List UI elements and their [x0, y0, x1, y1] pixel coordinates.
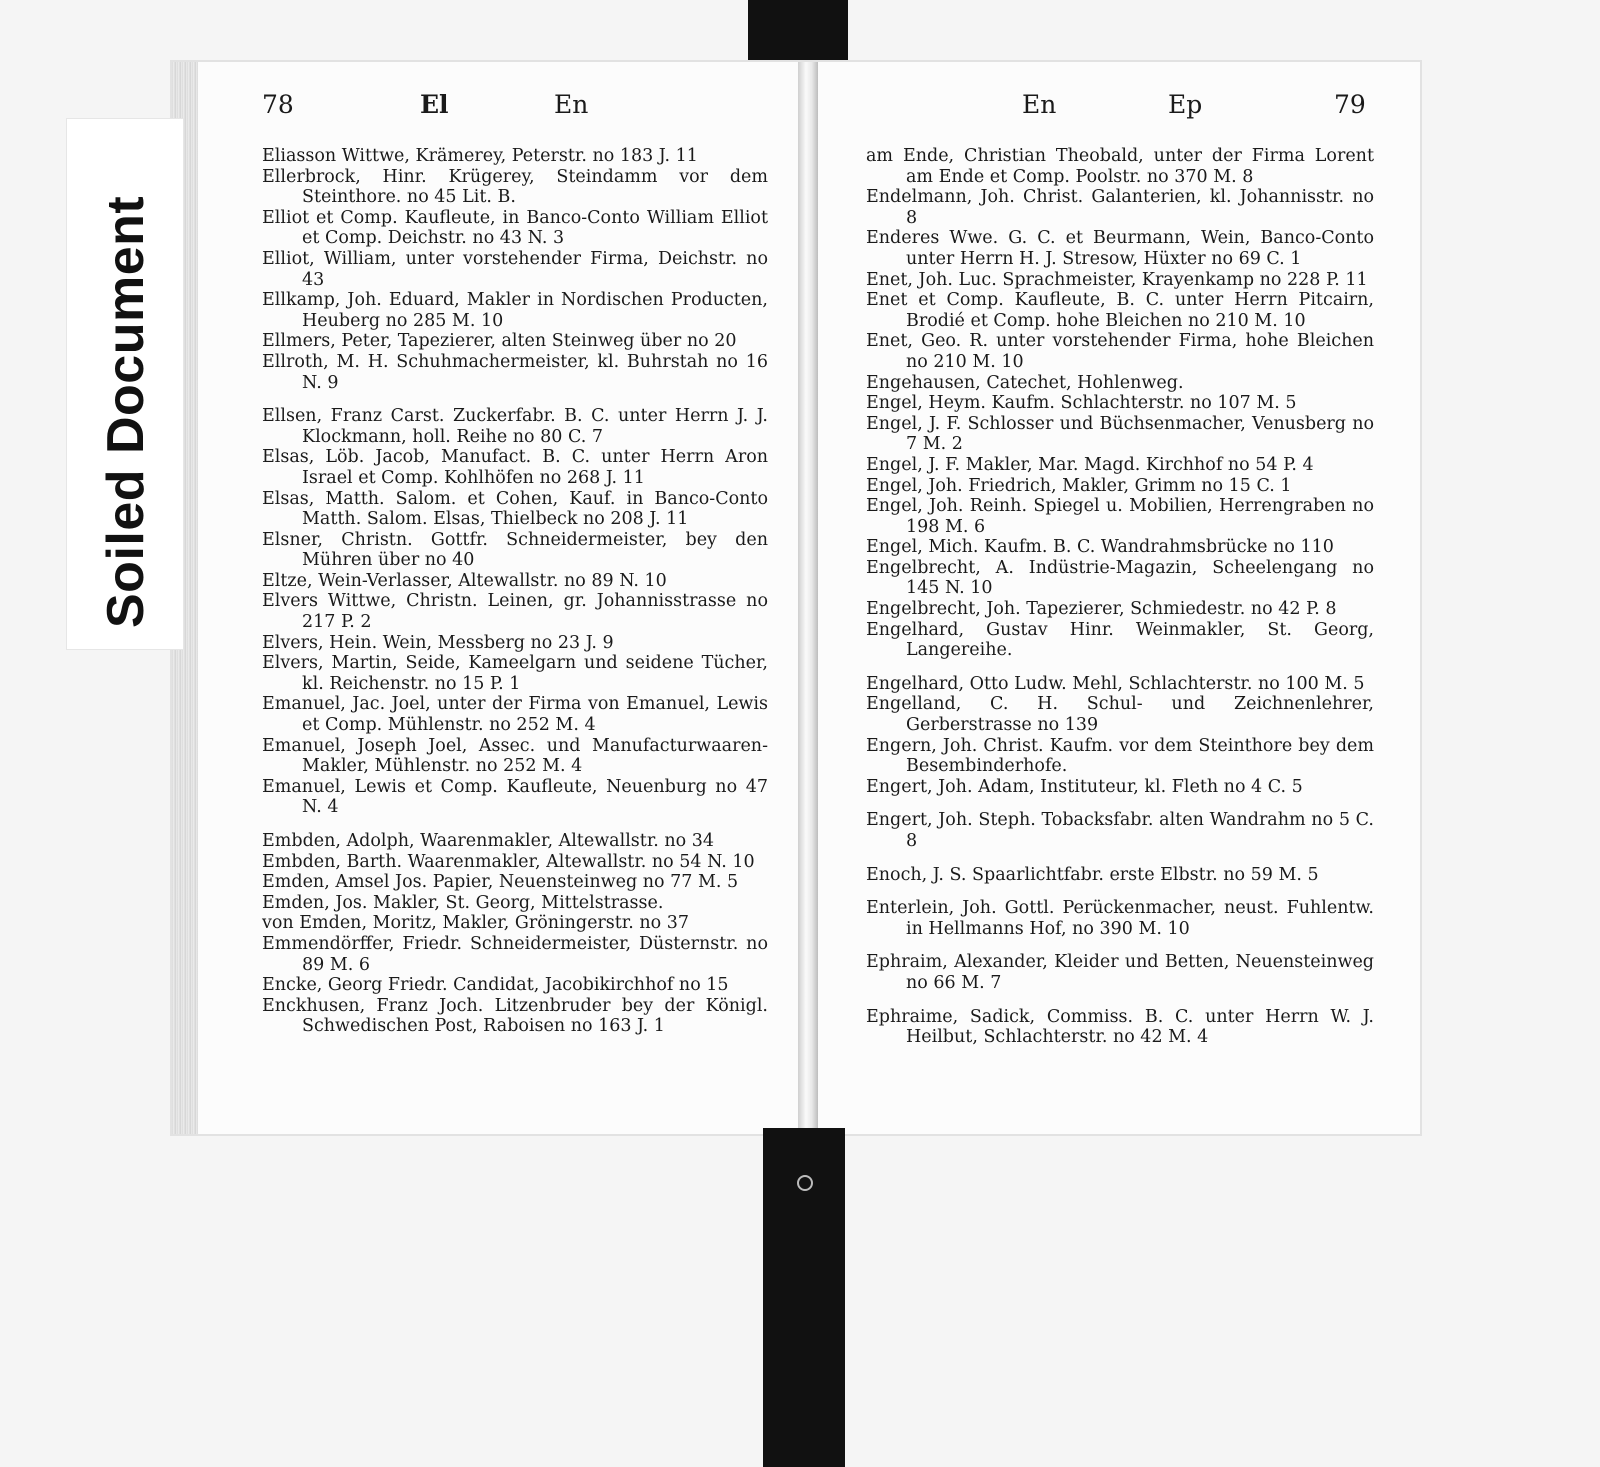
directory-entry: Ellmers, Peter, Tapezierer, alten Steinweg über no 20: [262, 331, 737, 352]
directory-entry: Emden, Jos. Makler, St. Georg, Mittelstrasse.: [262, 892, 664, 913]
directory-entry: Elsas, Löb. Jacob, Manufact. B. C. unter Herrn Aron Israel et Comp. Kohlhöfen no 268 J. 11: [262, 447, 768, 488]
directory-entry: Enckhusen, Franz Joch. Litzenbruder bey der Königl. Schwedischen Post, Raboisen no 163 J. 1: [262, 995, 768, 1037]
directory-entry: Engel, Mich. Kaufm. B. C. Wandrahmsbrücke no 110: [866, 537, 1334, 558]
directory-entry: Emanuel, Joseph Joel, Assec. und Manufacturwaaren-Makler, Mühlenstr. no 252 M. 4: [262, 735, 768, 777]
right-page: [866, 90, 1374, 1048]
directory-entry: von Emden, Moritz, Makler, Gröningerstr. no 37: [262, 913, 690, 934]
directory-entry: Engel, J. F. Makler, Mar. Magd. Kirchhof no 54 P. 4: [866, 454, 1314, 475]
directory-entry: Elvers, Martin, Seide, Kameelgarn und seidene Tücher, kl. Reichenstr. no 15 P. 1: [262, 653, 768, 694]
directory-entry: Engehausen, Catechet, Hohlenweg.: [866, 372, 1184, 393]
catchword: En: [1022, 90, 1057, 119]
directory-entry: Engern, Joh. Christ. Kaufm. vor dem Steinthore bey dem Besembinderhofe.: [866, 735, 1374, 777]
directory-entries: [262, 146, 768, 1037]
directory-entry: Emanuel, Lewis et Comp. Kaufleute, Neuenburg no 47 N. 4: [262, 776, 768, 818]
directory-entry: Emmendörffer, Friedr. Schneidermeister, Düsternstr. no 89 M. 6: [262, 933, 768, 975]
directory-entry: Embden, Adolph, Waarenmakler, Altewallstr. no 34: [262, 831, 715, 851]
directory-entry: Emden, Amsel Jos. Papier, Neuensteinweg no 77 M. 5: [262, 872, 739, 893]
directory-entry: am Ende, Christian Theobald, unter der Firma Lorent am Ende et Comp. Poolstr. no 370 M. 8: [866, 146, 1374, 187]
directory-entry: Embden, Barth. Waarenmakler, Altewallstr. no 54 N. 10: [262, 851, 755, 872]
directory-entry: Endelmann, Joh. Christ. Galanterien, kl. Johannisstr. no 8: [866, 187, 1374, 228]
directory-entry: Engel, Joh. Friedrich, Makler, Grimm no 15 C. 1: [866, 475, 1292, 496]
directory-entry: Engelbrecht, A. Indüstrie-Magazin, Scheelengang no 145 N. 10: [866, 557, 1374, 599]
directory-entry: Elliot, William, unter vorstehender Firma, Deichstr. no 43: [262, 248, 768, 290]
directory-entry: Engelhard, Otto Ludw. Mehl, Schlachterstr. no 100 M. 5: [866, 673, 1365, 694]
directory-entry: Ephraim, Alexander, Kleider und Betten, Neuensteinweg no 66 M. 7: [866, 952, 1374, 993]
directory-entry: Emanuel, Jac. Joel, unter der Firma von Emanuel, Lewis et Comp. Mühlenstr. no 252 M. 4: [262, 694, 768, 736]
page-number: 79: [1334, 90, 1366, 119]
directory-entry: Engelland, C. H. Schul- und Zeichnenlehrer, Gerberstrasse no 139: [866, 694, 1374, 736]
left-page: [262, 90, 768, 1037]
page-number: 78: [262, 90, 294, 119]
directory-entry: Eliasson Wittwe, Krämerey, Peterstr. no 183 J. 11: [262, 146, 698, 166]
directory-entry: Enderes Wwe. G. C. et Beurmann, Wein, Banco-Conto unter Herrn H. J. Stresow, Hüxter no 69 C. 1: [866, 228, 1374, 269]
soiled-document-label-text: Soiled Document: [97, 195, 155, 628]
directory-entry: Encke, Georg Friedr. Candidat, Jacobikirchhof no 15: [262, 975, 729, 996]
directory-entry: Engert, Joh. Steph. Tobacksfabr. alten Wandrahm no 5 C. 8: [866, 810, 1374, 851]
ring-hole-icon: [797, 1175, 813, 1191]
directory-entry: Engelhard, Gustav Hinr. Weinmakler, St. Georg, Langereihe.: [866, 619, 1374, 661]
directory-entry: Enterlein, Joh. Gottl. Perückenmacher, neust. Fuhlentw. in Hellmanns Hof, no 390 M. 10: [866, 898, 1374, 939]
directory-entry: Elvers Wittwe, Christn. Leinen, gr. Johannisstrasse no 217 P. 2: [262, 591, 768, 633]
directory-entry: Elvers, Hein. Wein, Messberg no 23 J. 9: [262, 632, 614, 653]
directory-entry: Engert, Joh. Adam, Instituteur, kl. Fleth no 4 C. 5: [866, 776, 1303, 797]
left-page-header: [262, 90, 768, 146]
directory-entry: Elsas, Matth. Salom. et Cohen, Kauf. in Banco-Conto Matth. Salom. Elsas, Thielbeck no 208 J. 11: [262, 488, 768, 530]
catchword: En: [554, 90, 589, 119]
directory-entry: Engelbrecht, Joh. Tapezierer, Schmiedestr. no 42 P. 8: [866, 599, 1337, 620]
directory-entry: Enet, Geo. R. unter vorstehender Firma, hohe Bleichen no 210 M. 10: [866, 331, 1374, 372]
directory-entry: Enet, Joh. Luc. Sprachmeister, Krayenkamp no 228 P. 11: [866, 269, 1368, 290]
directory-entry: Engel, J. F. Schlosser und Büchsenmacher, Venusberg no 7 M. 2: [866, 413, 1374, 455]
book-gutter: [798, 62, 818, 1134]
directory-entry: Ellerbrock, Hinr. Krügerey, Steindamm vor dem Steinthore. no 45 Lit. B.: [262, 166, 768, 208]
directory-entry: Eltze, Wein-Verlasser, Altewallstr. no 89 N. 10: [262, 570, 667, 591]
catchword: El: [420, 90, 449, 119]
right-page-header: [866, 90, 1374, 146]
directory-entry: Ellsen, Franz Carst. Zuckerfabr. B. C. unter Herrn J. J. Klockmann, holl. Reihe no 80 C. 7: [262, 406, 768, 447]
directory-entry: Elliot et Comp. Kaufleute, in Banco-Conto William Elliot et Comp. Deichstr. no 43 N. 3: [262, 207, 768, 249]
directory-entry: Ellroth, M. H. Schuhmachermeister, kl. Buhrstah no 16 N. 9: [262, 351, 768, 393]
directory-entry: Elsner, Christn. Gottfr. Schneidermeister, bey den Mühren über no 40: [262, 529, 768, 571]
directory-entry: Enet et Comp. Kaufleute, B. C. unter Herrn Pitcairn, Brodié et Comp. hohe Bleichen no 210 M. 10: [866, 290, 1374, 331]
directory-entries: [866, 146, 1374, 1048]
catchword: Ep: [1168, 90, 1203, 119]
directory-entry: Engel, Joh. Reinh. Spiegel u. Mobilien, Herrengraben no 198 M. 6: [866, 496, 1374, 537]
directory-entry: Enoch, J. S. Spaarlichtfabr. erste Elbstr. no 59 M. 5: [866, 864, 1319, 885]
directory-entry: Engel, Heym. Kaufm. Schlachterstr. no 107 M. 5: [866, 393, 1297, 414]
directory-entry: Ellkamp, Joh. Eduard, Makler in Nordischen Producten, Heuberg no 285 M. 10: [262, 290, 768, 331]
directory-entry: Ephraime, Sadick, Commiss. B. C. unter Herrn W. J. Heilbut, Schlachterstr. no 42 M. 4: [866, 1006, 1374, 1048]
